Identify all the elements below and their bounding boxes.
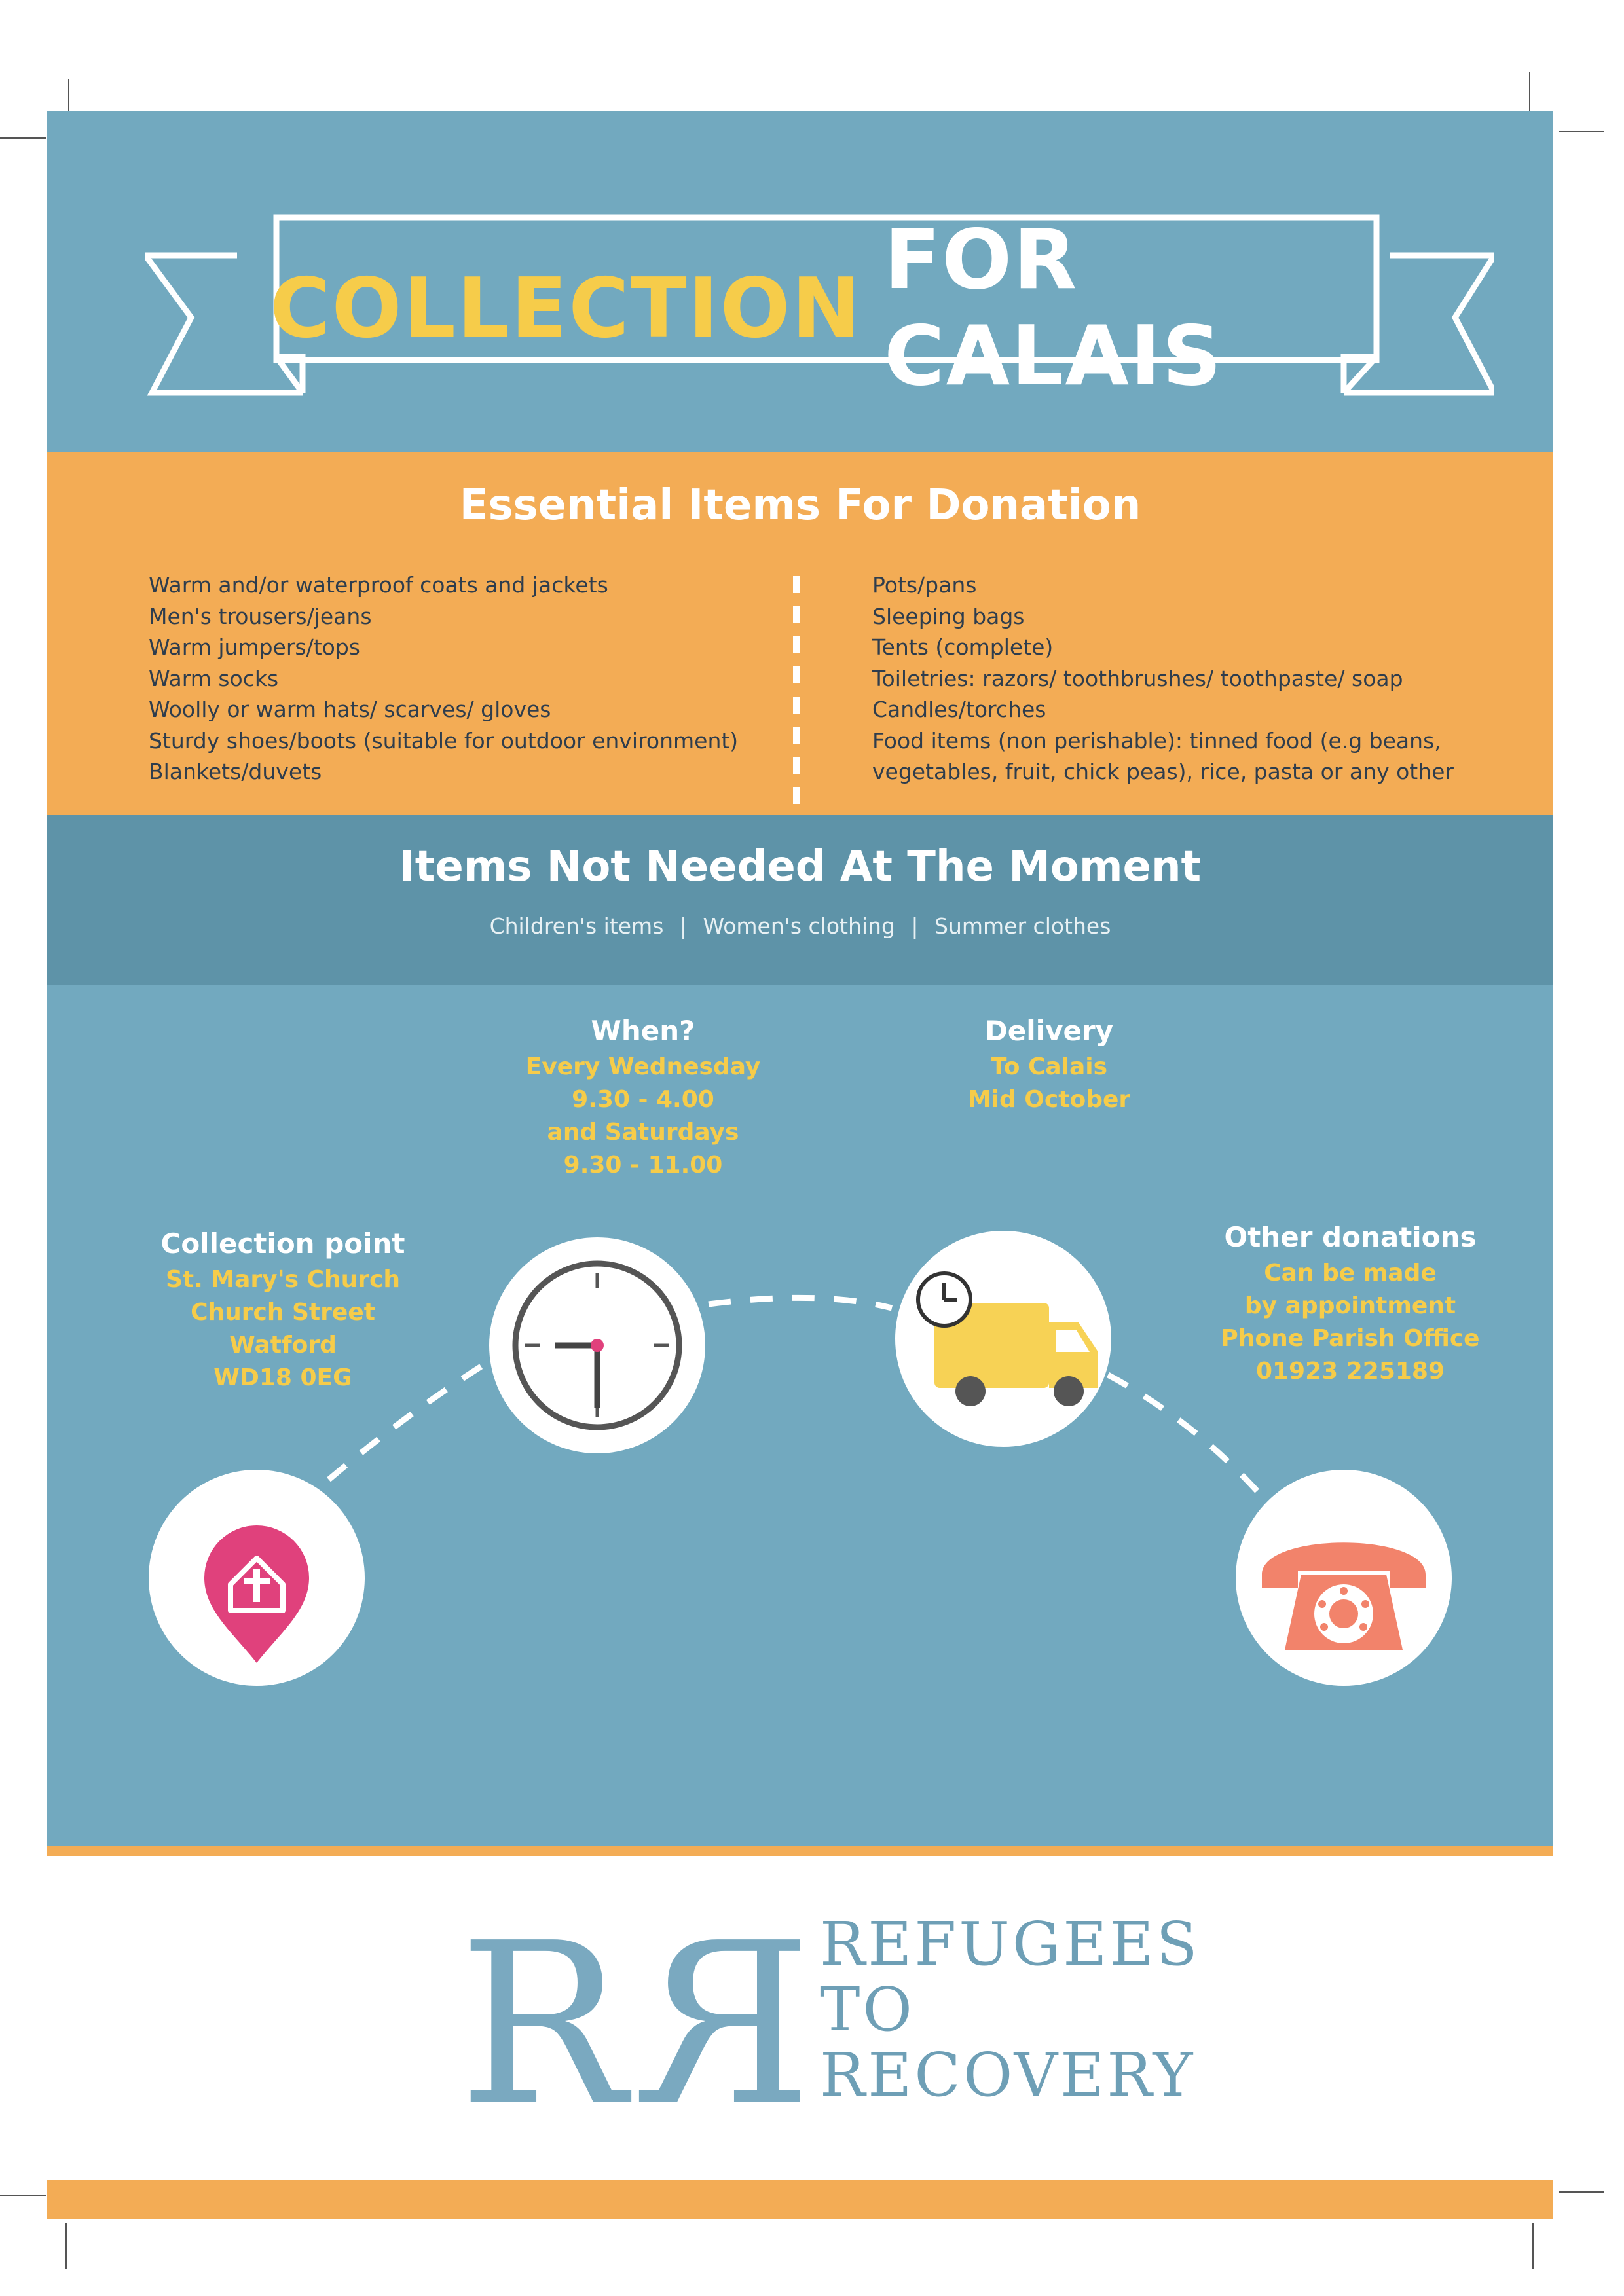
logo-line: TO	[820, 1975, 915, 2045]
other-donations-heading: Other donations	[1224, 1221, 1477, 1253]
refugees-to-recovery-logo	[458, 1918, 825, 2115]
list-item: Pots/pans	[872, 572, 977, 598]
svg-text:R: R	[644, 1918, 812, 2115]
list-item: Men's trousers/jeans	[149, 603, 372, 629]
poster	[47, 111, 1553, 1856]
collection-point-line: St. Mary's Church	[165, 1266, 401, 1293]
list-item: Candles/torches	[872, 697, 1046, 722]
logo-line: REFUGEES	[820, 1909, 1200, 1979]
delivery-line: Mid October	[967, 1086, 1131, 1113]
list-item: Woolly or warm hats/ scarves/ gloves	[149, 697, 551, 722]
essential-items-heading: Essential Items For Donation	[459, 481, 1141, 530]
separator: |	[679, 913, 688, 939]
poster-bottom-stripe	[47, 1846, 1553, 1856]
when-line: and Saturdays	[547, 1119, 739, 1146]
crop-mark	[1532, 2223, 1534, 2269]
title-collection: COLLECTION	[270, 259, 862, 356]
list-item: Food items (non perishable): tinned food (e.g beans, vegetables, fruit, chick peas), rice, pasta or any other	[872, 727, 1454, 784]
list-item: Toiletries: razors/ toothbrushes/ toothpaste/ soap	[872, 665, 1403, 691]
collection-point-line: WD18 0EG	[213, 1364, 352, 1391]
church-circle	[149, 1470, 365, 1686]
other-donations-line: Can be made	[1264, 1260, 1437, 1286]
church-pin-icon	[149, 1470, 365, 1686]
delivery-heading: Delivery	[984, 1015, 1114, 1047]
list-item: Tents (complete)	[872, 634, 1054, 660]
crop-mark	[65, 2223, 67, 2269]
svg-text:R: R	[458, 1918, 626, 2115]
delivery-block	[866, 1011, 1232, 1116]
other-donations-line: Phone Parish Office	[1221, 1325, 1480, 1352]
crop-mark	[0, 2195, 46, 2196]
delivery-van-icon	[895, 1231, 1111, 1447]
logo-line: RECOVERY	[820, 2040, 1196, 2110]
when-heading: When?	[591, 1015, 695, 1047]
when-line: 9.30 - 4.00	[572, 1086, 714, 1113]
other-donations-line: 01923 225189	[1255, 1358, 1445, 1385]
crop-mark	[1559, 2191, 1604, 2193]
collection-point-line: Church Street	[191, 1299, 375, 1326]
not-needed-item: Women's clothing	[703, 913, 895, 939]
other-donations-block	[1173, 1218, 1527, 1388]
delivery-line: To Calais	[990, 1053, 1108, 1080]
crop-mark	[0, 137, 46, 139]
telephone-icon	[1236, 1470, 1452, 1686]
when-block	[440, 1011, 846, 1182]
crop-mark	[1559, 131, 1604, 132]
items-not-needed-heading: Items Not Needed At The Moment	[399, 843, 1202, 891]
list-item: Sleeping bags	[872, 603, 1025, 629]
not-needed-item: Children's items	[489, 913, 664, 939]
collection-point-heading: Collection point	[160, 1228, 405, 1260]
collection-point-block	[113, 1224, 453, 1394]
list-item: Warm socks	[149, 665, 279, 691]
logo-wordmark	[820, 1909, 1278, 2110]
separator: |	[911, 913, 919, 939]
list-item: Blankets/duvets	[149, 759, 322, 784]
collection-point-line: Watford	[229, 1332, 337, 1358]
phone-circle	[1236, 1470, 1452, 1686]
clock-circle	[489, 1237, 705, 1453]
van-circle	[895, 1231, 1111, 1447]
when-line: 9.30 - 11.00	[563, 1152, 723, 1178]
list-item: Sturdy shoes/boots (suitable for outdoor environment)	[149, 727, 739, 754]
other-donations-line: by appointment	[1244, 1292, 1456, 1319]
clock-icon	[489, 1237, 705, 1453]
footer-stripe	[47, 2180, 1553, 2219]
when-line: Every Wednesday	[525, 1053, 761, 1080]
title-for-calais: FOR CALAIS	[884, 211, 1223, 404]
list-item: Warm jumpers/tops	[149, 634, 360, 660]
not-needed-item: Summer clothes	[934, 913, 1111, 939]
list-item: Warm and/or waterproof coats and jackets	[149, 572, 608, 598]
